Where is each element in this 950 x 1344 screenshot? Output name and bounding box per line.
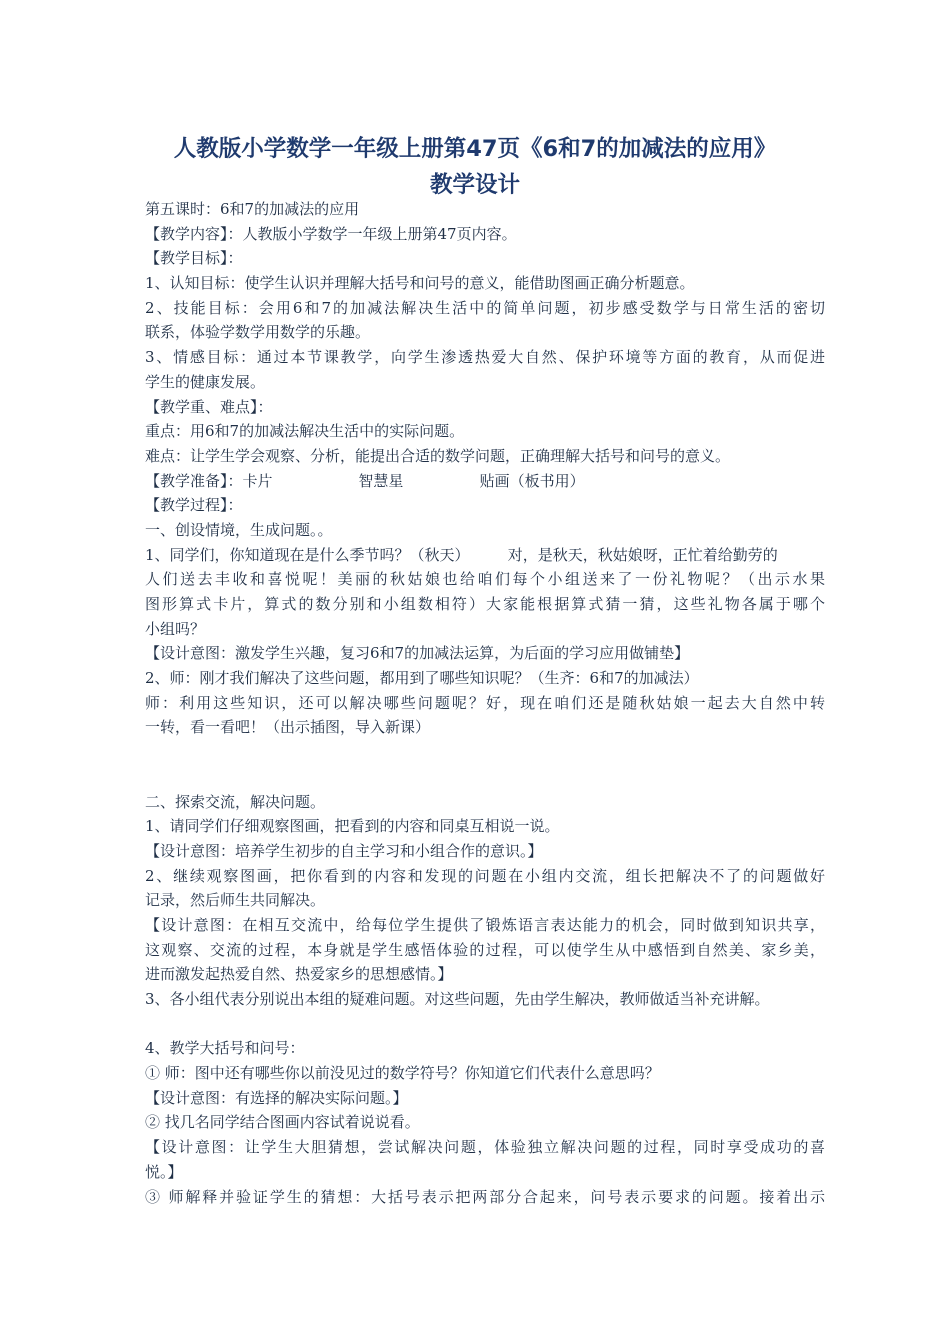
key-points-heading: 【教学重、难点】： — [145, 397, 273, 416]
teaching-preparation: 【教学准备】：卡片 智慧星 贴画（板书用） — [145, 471, 585, 490]
lesson-period: 第五课时：6和7的加减法的应用 — [145, 200, 360, 218]
document-body — [145, 197, 825, 1209]
section-2-item-2-line-2: 记录，然后师生共同解决。 — [145, 891, 326, 910]
goal-skill-line-2: 联系，体验学数学用数学的乐趣。 — [145, 323, 371, 342]
step-1: ① 师：图中还有哪些你以前没见过的数学符号？你知道它们代表什么意思吗？ — [145, 1064, 660, 1083]
document-title-line-1: 人教版小学数学一年级上册第47页《6和7的加减法的应用》 — [173, 136, 777, 162]
section-2-item-1: 1、请同学们仔细观察图画，把看到的内容和同桌互相说一说。 — [145, 817, 560, 836]
blank-line — [145, 1012, 825, 1037]
goal-emotion-line-2: 学生的健康发展。 — [145, 372, 266, 391]
design-intent-1: 【设计意图：激发学生兴趣，复习6和7的加减法运算，为后面的学习应用做铺垫】 — [145, 644, 690, 663]
step-3: ③ 师解释并验证学生的猜想：大括号表示把两部分合起来，问号表示要求的问题。接着出示 — [145, 1187, 825, 1206]
goal-cognitive: 1、认知目标：使学生认识并理解大括号和问号的意义，能借助图画正确分析题意。 — [145, 274, 695, 293]
section-2-heading: 二、探索交流，解决问题。 — [145, 792, 326, 811]
section-1-item-2-line-3: 一转，看一看吧！（出示插图，导入新课） — [145, 718, 431, 737]
teaching-content: 【教学内容】：人教版小学数学一年级上册第47页内容。 — [145, 224, 517, 243]
section-1-item-1-line-4: 小组吗？ — [145, 619, 206, 638]
blank-line — [145, 765, 825, 790]
goal-skill-line-1: 2、技能目标：会用6和7的加减法解决生活中的简单问题，初步感受数学与日常生活的密切 — [145, 298, 825, 317]
section-2-item-4-heading: 4、教学大括号和问号： — [145, 1039, 305, 1058]
goal-emotion-line-1: 3、情感目标：通过本节课教学，向学生渗透热爱大自然、保护环境等方面的教育，从而促进 — [145, 348, 825, 367]
teaching-process-heading: 【教学过程】： — [145, 496, 243, 515]
teaching-goals-heading: 【教学目标】： — [145, 249, 243, 268]
design-intent-5-line-2: 悦。】 — [145, 1162, 183, 1181]
difficult-point: 难点：让学生学会观察、分析，能提出合适的数学问题，正确理解大括号和问号的意义。 — [145, 446, 731, 465]
document-title-line-2: 教学设计 — [429, 172, 520, 198]
design-intent-3-line-3: 进而激发起热爱自然、热爱家乡的思想感情。】 — [145, 965, 453, 984]
key-point: 重点：用6和7的加减法解决生活中的实际问题。 — [145, 422, 465, 441]
design-intent-4: 【设计意图：有选择的解决实际问题。】 — [145, 1088, 408, 1107]
section-1-item-1-line-1: 1、同学们，你知道现在是什么季节吗？（秋天） 对，是秋天，秋姑娘呀，正忙着给勤劳的 — [145, 545, 778, 564]
step-2: ② 找几名同学结合图画内容试着说说看。 — [145, 1113, 420, 1132]
section-1-item-1-line-2: 人们送去丰收和喜悦呢！美丽的秋姑娘也给咱们每个小组送来了一份礼物呢？（出示水果 — [145, 570, 825, 589]
section-2-item-3: 3、各小组代表分别说出本组的疑难问题。对这些问题，先由学生解决，教师做适当补充讲解。 — [145, 990, 770, 1008]
design-intent-3-line-1: 【设计意图：在相互交流中，给每位学生提供了锻炼语言表达能力的机会，同时做到知识共享， — [145, 915, 825, 934]
design-intent-2: 【设计意图：培养学生初步的自主学习和小组合作的意识。】 — [145, 841, 543, 860]
section-2-item-2-line-1: 2、继续观察图画，把你看到的内容和发现的问题在小组内交流，组长把解决不了的问题做好 — [145, 866, 825, 885]
section-1-item-2: 2、师：刚才我们解决了这些问题，都用到了哪些知识呢？（生齐：6和7的加减法） — [145, 669, 699, 688]
section-1-heading: 一、创设情境，生成问题。。 — [145, 520, 333, 539]
blank-line — [145, 740, 825, 765]
design-intent-5-line-1: 【设计意图：让学生大胆猜想，尝试解决问题，体验独立解决问题的过程，同时享受成功的喜 — [145, 1138, 825, 1157]
section-1-item-1-line-3: 图形算式卡片，算式的数分别和小组数相符）大家能根据算式猜一猜，这些礼物各属于哪个 — [145, 595, 825, 613]
design-intent-3-line-2: 这观察、交流的过程，本身就是学生感悟体验的过程，可以使学生从中感悟到自然美、家乡美， — [145, 940, 825, 959]
section-1-item-2-line-2: 师：利用这些知识，还可以解决哪些问题呢？好，现在咱们还是随秋姑娘一起去大自然中转 — [145, 693, 825, 712]
